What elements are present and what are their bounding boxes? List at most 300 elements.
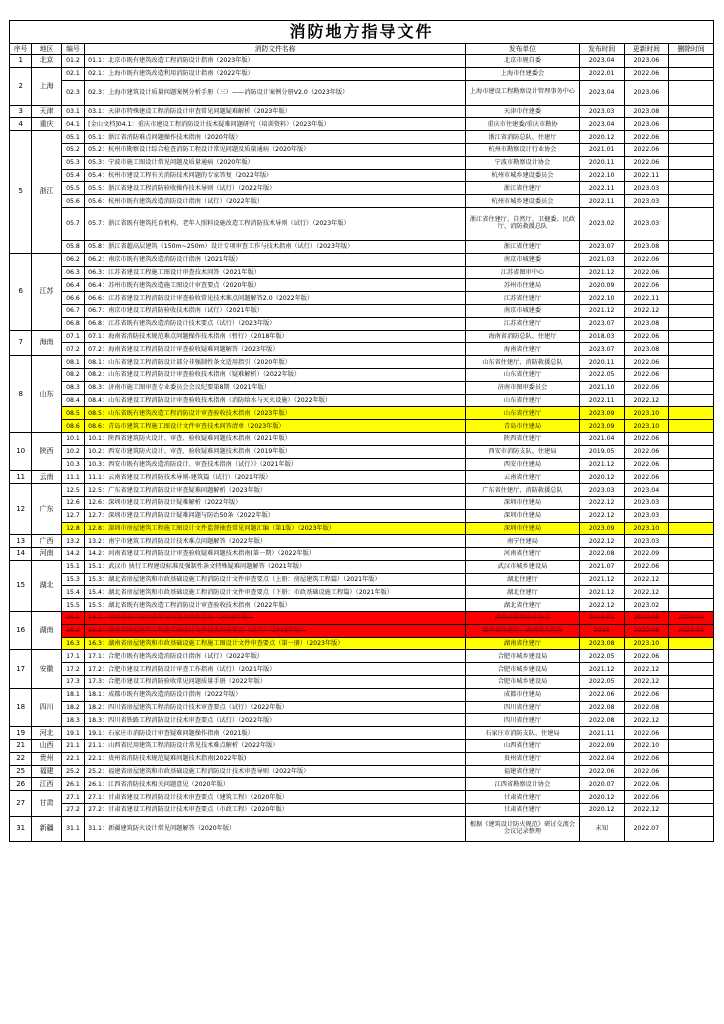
cell-unit: 江苏省图审中心 [466, 266, 580, 279]
cell-delete-date [669, 765, 714, 778]
cell-name: 07.2：海南省建设工程消防设计审查验收疑难问题解答（2023年版） [85, 343, 466, 356]
cell-seq: 17 [10, 650, 32, 688]
cell-delete-date [669, 381, 714, 394]
table-row [10, 304, 714, 317]
col-header-update-date: 更新时间 [624, 44, 669, 55]
cell-update-date: 2023.02 [624, 599, 669, 612]
cell-update-date: 2022.06 [624, 624, 669, 637]
cell-name: 18.1：成都市既有建筑改造消防设计指南（2022年版） [85, 688, 466, 701]
cell-code: 10.2 [61, 445, 84, 458]
cell-unit: 合肥市城乡建设局 [466, 676, 580, 689]
cell-update-date: 2022.06 [624, 650, 669, 663]
cell-publish-date: 2020.12 [579, 791, 624, 804]
header-row [10, 44, 714, 55]
cell-code: 12.8 [61, 522, 84, 535]
cell-unit: 浙江省住建厅、自然厅、卫健委、民政厅、消防救援总队 [466, 207, 580, 240]
cell-delete-date [669, 548, 714, 561]
table-row [10, 624, 714, 637]
cell-code: 10.1 [61, 432, 84, 445]
cell-delete-date [669, 496, 714, 509]
cell-unit: 济南市图审委员会 [466, 381, 580, 394]
cell-update-date: 2022.06 [624, 381, 669, 394]
cell-unit: 深圳市住建局 [466, 496, 580, 509]
cell-name: 05.5：浙江省建设工程消防验收操作技术导则（试行）（2022年版） [85, 182, 466, 195]
cell-update-date: 2022.06 [624, 471, 669, 484]
cell-code: 05.4 [61, 169, 84, 182]
cell-unit: 青岛市住建局 [466, 420, 580, 433]
cell-code: 11.1 [61, 471, 84, 484]
cell-delete-date [669, 471, 714, 484]
cell-unit: 湖北住建厅 [466, 573, 580, 586]
cell-update-date: 2022.06 [624, 356, 669, 369]
cell-publish-date: 2023.07 [579, 317, 624, 330]
cell-region: 贵州 [32, 752, 61, 765]
table-row [10, 195, 714, 208]
cell-unit: 武汉市城乡建设局 [466, 560, 580, 573]
cell-publish-date: 2022.11 [579, 195, 624, 208]
cell-update-date: 2022.06 [624, 330, 669, 343]
cell-delete-date [669, 253, 714, 266]
cell-publish-date: 2023.04 [579, 118, 624, 131]
cell-publish-date: 2022.12 [579, 535, 624, 548]
cell-update-date: 2022.12 [624, 304, 669, 317]
cell-update-date: 2022.11 [624, 169, 669, 182]
cell-publish-date: 2022.06 [579, 688, 624, 701]
cell-name: 18.2：四川省房屋建筑工程消防设计技术审查要点（试行）（2022年版） [85, 701, 466, 714]
table-row [10, 765, 714, 778]
cell-name: 06.6：江苏省建设工程消防设计审查验收常见技术难点问题解答2.0（2022年版） [85, 292, 466, 305]
cell-update-date: 2022.12 [624, 394, 669, 407]
cell-unit: 重庆市住建委/重庆市勘协 [466, 118, 580, 131]
col-header-publish-date: 发布时间 [579, 44, 624, 55]
cell-seq: 11 [10, 471, 32, 484]
cell-update-date: 2023.10 [624, 420, 669, 433]
cell-publish-date: 2021.04 [579, 432, 624, 445]
cell-unit: 南京市城建委 [466, 304, 580, 317]
cell-code: 16.1 [61, 612, 84, 625]
cell-update-date: 2022.12 [624, 714, 669, 727]
cell-update-date: 2022.06 [624, 279, 669, 292]
cell-name: 10.1：陕西省建筑防火设计、审查、验收疑难问题技术指南（2021年版） [85, 432, 466, 445]
cell-publish-date: 2019.05 [579, 445, 624, 458]
cell-code: 06.4 [61, 279, 84, 292]
cell-update-date: 2022.06 [624, 560, 669, 573]
cell-name: 05.3：宁波市施工图设计常见问题及质量通病（2020年版） [85, 156, 466, 169]
cell-publish-date: 2023.07 [579, 240, 624, 253]
table-row [10, 279, 714, 292]
cell-delete-date [669, 432, 714, 445]
cell-name: 06.2：南京市既有建筑改造消防设计指南（2021年版） [85, 253, 466, 266]
cell-region: 甘肃 [32, 791, 61, 817]
cell-update-date: 2022.06 [624, 156, 669, 169]
cell-delete-date [669, 195, 714, 208]
cell-unit: 石家庄市消防支队、住建局 [466, 727, 580, 740]
table-row [10, 637, 714, 650]
cell-unit: 苏州市住建局 [466, 279, 580, 292]
table-row [10, 143, 714, 156]
cell-unit: 广东省住建厅、消防救援总队 [466, 484, 580, 497]
cell-unit: 河南省住建厅 [466, 548, 580, 561]
cell-code: 10.3 [61, 458, 84, 471]
spreadsheet [9, 20, 714, 842]
table-row [10, 420, 714, 433]
cell-publish-date: 2021.12 [579, 573, 624, 586]
cell-name: 12.5：广东省建设工程消防设计审查疑难问题解析（2023年版） [85, 484, 466, 497]
cell-publish-date: 2022.04 [579, 752, 624, 765]
cell-delete-date [669, 169, 714, 182]
cell-delete-date [669, 586, 714, 599]
cell-publish-date: 2023.08 [579, 637, 624, 650]
cell-publish-date: 2022.06 [579, 765, 624, 778]
cell-update-date: 2023.06 [624, 55, 669, 68]
cell-publish-date: 2023.04 [579, 55, 624, 68]
cell-publish-date: 2022.05 [579, 650, 624, 663]
col-header-seq: 序号 [10, 44, 32, 55]
cell-publish-date: 2019.01 [579, 612, 624, 625]
cell-code: 15.5 [61, 599, 84, 612]
cell-seq: 14 [10, 548, 32, 561]
cell-update-date: 2022.06 [624, 131, 669, 144]
cell-unit: 根据《建筑设计防火规范》研讨交流会会议记录整理 [466, 816, 580, 841]
cell-seq: 27 [10, 791, 32, 817]
cell-update-date: 2022.09 [624, 548, 669, 561]
cell-update-date: 2022.10 [624, 740, 669, 753]
cell-delete-date [669, 663, 714, 676]
cell-region: 广西 [32, 535, 61, 548]
cell-publish-date: 2022.11 [579, 394, 624, 407]
cell-unit: 杭州市勘察设计行业协会 [466, 143, 580, 156]
cell-unit: 南京市城建委 [466, 253, 580, 266]
table-row [10, 650, 714, 663]
cell-delete-date [669, 55, 714, 68]
cell-unit: 甘肃省住建厅 [466, 791, 580, 804]
cell-code: 06.8 [61, 317, 84, 330]
cell-unit: 深圳市住建局 [466, 509, 580, 522]
cell-name: 12.7：深圳市建设工程消防设计疑难问题与防治50条（2022年版） [85, 509, 466, 522]
cell-code: 06.6 [61, 292, 84, 305]
cell-publish-date: 2022.12 [579, 599, 624, 612]
table-row [10, 816, 714, 841]
cell-publish-date: 2020.09 [579, 279, 624, 292]
table-row [10, 471, 714, 484]
cell-name: 06.8：江苏省既有建筑改造消防设计技术要点（试行）（2023年版） [85, 317, 466, 330]
cell-name: [金山文档]04.1：重庆市建设工程消防设计技术疑难问题研究（培训资料）（2023年版） [85, 118, 466, 131]
cell-unit: 天津市住建委 [466, 105, 580, 118]
cell-publish-date: 2021.10 [579, 381, 624, 394]
table-row [10, 484, 714, 497]
cell-delete-date [669, 727, 714, 740]
table-row [10, 343, 714, 356]
cell-unit: 浙江省住建厅 [466, 182, 580, 195]
cell-code: 05.8 [61, 240, 84, 253]
cell-update-date: 2022.11 [624, 292, 669, 305]
cell-update-date: 2022.12 [624, 676, 669, 689]
cell-update-date: 2022.06 [624, 458, 669, 471]
cell-name: 03.1：天津市特殊建设工程消防设计审查常见问题疑难解析（2023年版） [85, 105, 466, 118]
table-row [10, 714, 714, 727]
cell-delete-date [669, 701, 714, 714]
cell-unit: 合肥市城乡建设局 [466, 663, 580, 676]
cell-update-date: 2023.03 [624, 207, 669, 240]
cell-code: 15.1 [61, 560, 84, 573]
cell-delete-date [669, 292, 714, 305]
cell-delete-date: 2023.10 [669, 612, 714, 625]
document-table [9, 43, 714, 842]
cell-delete-date [669, 458, 714, 471]
cell-update-date: 2022.12 [624, 586, 669, 599]
cell-region: 河北 [32, 727, 61, 740]
cell-publish-date: 未知 [579, 816, 624, 841]
table-row [10, 80, 714, 105]
cell-name: 06.7：南京市建设工程消防验收技术指南（试行）（2021年版） [85, 304, 466, 317]
col-header-code: 编号 [61, 44, 84, 55]
cell-region: 广东 [32, 484, 61, 535]
cell-delete-date [669, 637, 714, 650]
cell-code: 05.7 [61, 207, 84, 240]
cell-update-date: 2022.06 [624, 253, 669, 266]
cell-name: 07.1：海南省消防技术规范难点问题操作技术指南（暂行）（2018年版） [85, 330, 466, 343]
cell-update-date: 2022.12 [624, 804, 669, 817]
table-row [10, 381, 714, 394]
cell-update-date: 2022.06 [624, 368, 669, 381]
cell-code: 05.6 [61, 195, 84, 208]
cell-unit: 西安市消防支队、住建局 [466, 445, 580, 458]
cell-publish-date: 2021.12 [579, 304, 624, 317]
cell-publish-date: 2021.12 [579, 458, 624, 471]
cell-code: 01.2 [61, 55, 84, 68]
cell-delete-date [669, 368, 714, 381]
cell-delete-date [669, 509, 714, 522]
cell-unit: 四川省住建厅 [466, 714, 580, 727]
table-row [10, 727, 714, 740]
cell-delete-date [669, 343, 714, 356]
cell-publish-date: 2022.11 [579, 182, 624, 195]
cell-unit: 浙江省消防总队、住建厅 [466, 131, 580, 144]
cell-publish-date: 2020.07 [579, 778, 624, 791]
cell-region: 湖南 [32, 612, 61, 650]
table-row [10, 182, 714, 195]
cell-seq: 10 [10, 432, 32, 470]
cell-unit: 江西省勘察设计协会 [466, 778, 580, 791]
cell-update-date: 2023.03 [624, 509, 669, 522]
cell-code: 12.5 [61, 484, 84, 497]
cell-seq: 26 [10, 778, 32, 791]
cell-code: 15.4 [61, 586, 84, 599]
table-row [10, 131, 714, 144]
cell-unit: 山东省住建厅 [466, 394, 580, 407]
cell-seq: 16 [10, 612, 32, 650]
cell-region: 山东 [32, 356, 61, 433]
cell-delete-date [669, 407, 714, 420]
cell-publish-date: 2022.01 [579, 67, 624, 80]
table-row [10, 740, 714, 753]
cell-code: 18.2 [61, 701, 84, 714]
cell-name: 15.4：湖北省房屋建筑和市政基础设施工程消防设计文件审查要点（下册：市政基础设施工程篇）（2021年版） [85, 586, 466, 599]
cell-seq: 2 [10, 67, 32, 105]
table-row [10, 330, 714, 343]
table-row [10, 612, 714, 625]
table-row [10, 368, 714, 381]
cell-seq: 12 [10, 484, 32, 535]
cell-name: 02.1：上海市既有建筑改造利用消防设计指南（2022年版） [85, 67, 466, 80]
cell-delete-date [669, 778, 714, 791]
cell-update-date: 2022.12 [624, 663, 669, 676]
cell-unit: 福建省住建厅 [466, 765, 580, 778]
cell-name: 27.1：甘肃省建设工程消防设计技术审查要点（建筑工程）（2020年版） [85, 791, 466, 804]
cell-seq: 18 [10, 688, 32, 726]
cell-code: 05.3 [61, 156, 84, 169]
sheet-title: 消防地方指导文件 [9, 20, 714, 43]
table-row [10, 535, 714, 548]
table-row [10, 240, 714, 253]
cell-code: 08.5 [61, 407, 84, 420]
cell-code: 08.6 [61, 420, 84, 433]
cell-update-date: 2023.08 [624, 317, 669, 330]
col-header-name: 消防文件名称 [85, 44, 466, 55]
table-row [10, 156, 714, 169]
cell-delete-date [669, 650, 714, 663]
cell-name: 05.2：杭州市勘察设计综合检查消防工程设计常见问题及质量通病（2020年版） [85, 143, 466, 156]
cell-delete-date [669, 599, 714, 612]
cell-publish-date: 2023.03 [579, 105, 624, 118]
cell-name: 06.4：苏州市既有建筑改造施工图设计审查要点（2020年版） [85, 279, 466, 292]
cell-region: 福建 [32, 765, 61, 778]
cell-code: 18.3 [61, 714, 84, 727]
cell-unit: 杭州市城乡建设委员会 [466, 169, 580, 182]
cell-region: 海南 [32, 330, 61, 356]
cell-name: 08.5：山东省既有建筑改造工程消防设计审查验收技术指南（2023年版） [85, 407, 466, 420]
cell-code: 17.1 [61, 650, 84, 663]
cell-code: 08.2 [61, 368, 84, 381]
cell-update-date: 2023.08 [624, 343, 669, 356]
cell-unit: 湖南省住建厅 [466, 637, 580, 650]
cell-publish-date: 2020.11 [579, 156, 624, 169]
cell-name: 05.4：杭州市建设工程有关消防技术问题的专家答复（2022年版） [85, 169, 466, 182]
cell-delete-date [669, 143, 714, 156]
cell-delete-date [669, 560, 714, 573]
cell-publish-date: 2022.10 [579, 292, 624, 305]
cell-code: 02.1 [61, 67, 84, 80]
cell-code: 03.1 [61, 105, 84, 118]
col-header-unit: 发布单位 [466, 44, 580, 55]
cell-delete-date [669, 279, 714, 292]
cell-name: 12.8：深圳市房屋建筑工程施工图设计文件监督抽查常见问题汇编（第1版）（2023年版） [85, 522, 466, 535]
cell-region: 北京 [32, 55, 61, 68]
cell-name: 06.3：江苏省建设工程施工图设计审查技术问答（2021年版） [85, 266, 466, 279]
cell-name: 10.3：西安市既有建筑改造消防设计、审查技术指南（试行）》（2021年版） [85, 458, 466, 471]
cell-code: 07.2 [61, 343, 84, 356]
cell-region: 浙江 [32, 131, 61, 254]
cell-update-date: 2023.10 [624, 522, 669, 535]
cell-unit: 江苏省住建厅 [466, 292, 580, 305]
cell-region: 安徽 [32, 650, 61, 688]
cell-publish-date: 2021.11 [579, 727, 624, 740]
cell-update-date: 2022.06 [624, 791, 669, 804]
cell-name: 08.6：青岛市建筑工程施工图设计文件审查技术问答清单（2023年版） [85, 420, 466, 433]
cell-code: 05.2 [61, 143, 84, 156]
cell-code: 17.2 [61, 663, 84, 676]
cell-unit: 甘肃省住建厅 [466, 804, 580, 817]
cell-name: 17.1：合肥市既有建筑改造消防设计指南（试行）（2022年版） [85, 650, 466, 663]
cell-update-date: 2022.07 [624, 816, 669, 841]
cell-region: 山西 [32, 740, 61, 753]
table-row [10, 663, 714, 676]
cell-seq: 5 [10, 131, 32, 254]
table-row [10, 432, 714, 445]
table-row [10, 599, 714, 612]
cell-unit: 南宁住建局 [466, 535, 580, 548]
cell-publish-date: 2022.12 [579, 496, 624, 509]
cell-publish-date: 2020.11 [579, 356, 624, 369]
table-row [10, 317, 714, 330]
cell-update-date: 2022.06 [624, 445, 669, 458]
table-row [10, 791, 714, 804]
cell-update-date: 2022.06 [624, 143, 669, 156]
cell-delete-date [669, 304, 714, 317]
cell-name: 27.2：甘肃省建设工程消防设计技术审查要点（市政工程）（2020年版） [85, 804, 466, 817]
cell-delete-date [669, 207, 714, 240]
cell-publish-date: 2021.01 [579, 143, 624, 156]
cell-unit: 杭州市城乡建设委员会 [466, 195, 580, 208]
cell-name: 14.2：河南省建设工程消防设计审查验收疑难问题技术指南(第一期）（2022年版） [85, 548, 466, 561]
cell-publish-date: 2022.08 [579, 714, 624, 727]
cell-region: 江西 [32, 778, 61, 791]
cell-code: 27.1 [61, 791, 84, 804]
cell-update-date: 2023.03 [624, 182, 669, 195]
cell-name: 25.2：福建省房屋建筑和市政基础设施工程消防设计技术审查导则（2022年版） [85, 765, 466, 778]
table-row [10, 445, 714, 458]
cell-delete-date [669, 420, 714, 433]
cell-name: 16.2：湖南省房屋建筑工程施工图设计文件技术审查要点（试点）（2018年版） [85, 624, 466, 637]
table-row [10, 292, 714, 305]
cell-delete-date [669, 791, 714, 804]
cell-unit: 海南省住建厅 [466, 343, 580, 356]
cell-code: 05.1 [61, 131, 84, 144]
cell-unit: 云南省住建厅 [466, 471, 580, 484]
cell-delete-date [669, 105, 714, 118]
cell-delete-date [669, 131, 714, 144]
table-row [10, 207, 714, 240]
cell-unit: 浙江省住建厅 [466, 240, 580, 253]
cell-code: 12.7 [61, 509, 84, 522]
cell-update-date: 2023.06 [624, 80, 669, 105]
cell-code: 06.7 [61, 304, 84, 317]
cell-update-date: 2022.06 [624, 778, 669, 791]
cell-publish-date: 2020.12 [579, 131, 624, 144]
cell-region: 湖北 [32, 560, 61, 611]
cell-unit: 深圳市住建局 [466, 522, 580, 535]
cell-unit: 上海市住建委会 [466, 67, 580, 80]
cell-delete-date [669, 266, 714, 279]
cell-unit: 合肥市城乡建设局 [466, 650, 580, 663]
cell-name: 31.1：新疆建筑防火设计常见问题解答（2020年版） [85, 816, 466, 841]
cell-publish-date: 2021.12 [579, 586, 624, 599]
cell-name: 15.1：武汉市 执行工程建设标准及强制性条文特殊疑难问题解答（2021年版） [85, 560, 466, 573]
cell-delete-date [669, 240, 714, 253]
cell-delete-date [669, 118, 714, 131]
cell-unit: 山东省住建厅 [466, 368, 580, 381]
cell-region: 云南 [32, 471, 61, 484]
cell-update-date: 2022.12 [624, 573, 669, 586]
cell-unit: 湖南省住建厅、湖南省人防办 [466, 624, 580, 637]
cell-name: 02.3：上海市建筑设计质量问题案例分析手册（三）——消防设计案例分册V2.0（2023年版） [85, 80, 466, 105]
cell-name: 08.3：济南市施工图审查专业委员会会议纪要第8期（2021年版） [85, 381, 466, 394]
cell-code: 06.3 [61, 266, 84, 279]
table-row [10, 804, 714, 817]
cell-seq: 25 [10, 765, 32, 778]
cell-update-date: 2022.06 [624, 432, 669, 445]
cell-publish-date: 2021.03 [579, 253, 624, 266]
